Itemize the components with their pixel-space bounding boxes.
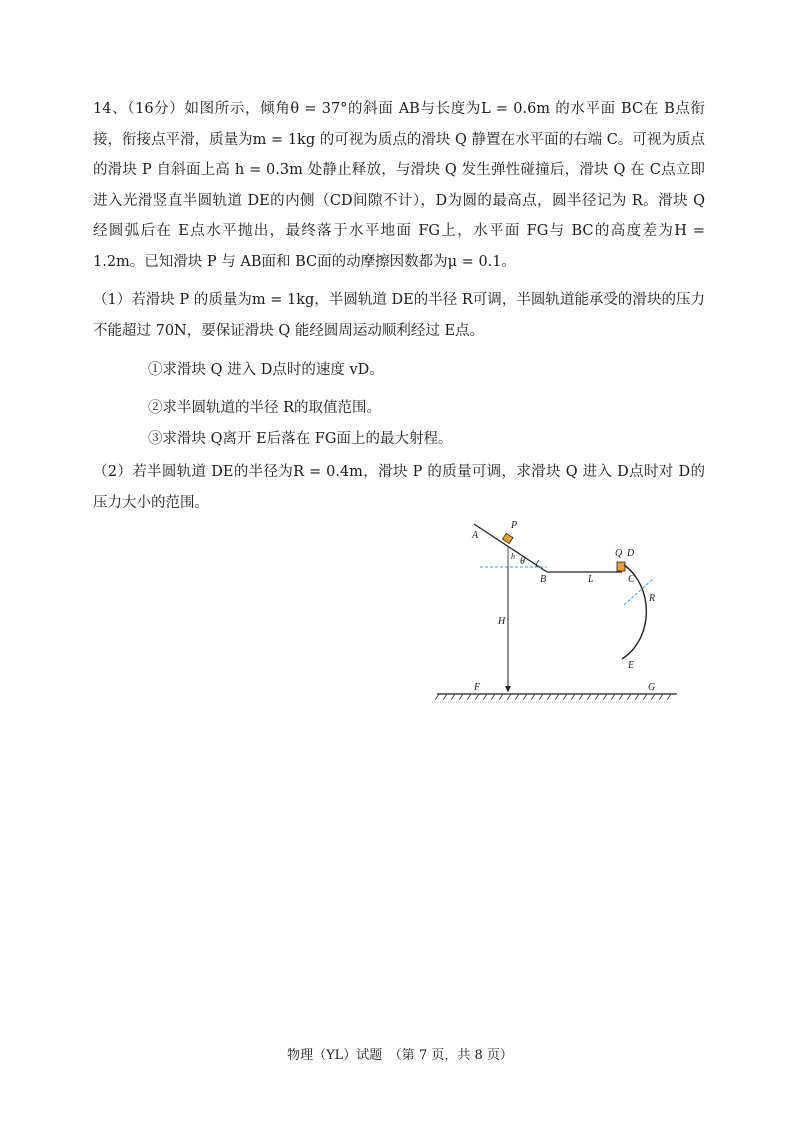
label-theta: θ <box>520 556 525 567</box>
page-footer: 物理（YL）试题 （第 7 页，共 8 页） <box>287 1048 513 1063</box>
sub-question-2: ②求半圆轨道的半径 R的取值范围。 <box>148 400 382 416</box>
label-b: B <box>540 574 547 585</box>
H-arrowhead <box>505 686 511 692</box>
label-d: D <box>627 548 635 559</box>
sub-question-3: ③求滑块 Q离开 E后落在 FG面上的最大射程。 <box>148 431 453 447</box>
label-p: P <box>511 520 518 531</box>
label-a: A <box>472 530 479 541</box>
label-r: R <box>649 593 656 604</box>
label-g: G <box>648 682 656 693</box>
label-q: Q <box>615 548 623 559</box>
label-h: h <box>511 552 515 561</box>
problem-paragraph-1: 14、（16分）如图所示，倾角θ = 37°的斜面 AB与长度为L = 0.6m 的水平面 BC在 B点衔接，衔接点平滑，质量为m = 1kg 的可视为质点的滑块 Q 静置在水平面的右端 C。可视为质点的滑块 P 自斜面上高 h = 0.3m 处静止释放，与滑块 Q 发生弹性碰撞后，滑块 Q 在 C点立即进入光滑竖直半圆轨道 DE的内侧（CD间隙不计），D为圆的最高点，圆半径记为 R。滑块 Q 经圆弧后在 E点水平抛出，最终落于水平地面 FG上，水平面 FG与 BC的高度差为H = 1.2m。已知滑块 P 与 AB面和 BC面的动摩擦因数都为μ = 0.1。 <box>93 101 705 270</box>
block-q <box>617 562 625 571</box>
label-f: F <box>474 682 481 693</box>
label-l: L <box>588 574 594 585</box>
sub-question-1: ①求滑块 Q 进入 D点时的速度 vD。 <box>148 362 384 378</box>
problem-part-2: （2）若半圆轨道 DE的半径为R = 0.4m，滑块 P 的质量可调，求滑块 Q 进入 D点时对 D的压力大小的范围。 <box>93 464 705 511</box>
label-H: H <box>498 616 506 627</box>
label-e: E <box>628 660 635 671</box>
problem-part-1-intro: （1）若滑块 P 的质量为m = 1kg，半圆轨道 DE的半径 R可调，半圆轨道能承受的滑块的压力不能超过 70N，要保证滑块 Q 能经圆周运动顺利经过 E点。 <box>93 292 705 339</box>
block-p <box>502 533 513 543</box>
ground-hatching <box>435 694 671 700</box>
label-c: C <box>628 574 635 585</box>
physics-diagram <box>432 516 682 706</box>
